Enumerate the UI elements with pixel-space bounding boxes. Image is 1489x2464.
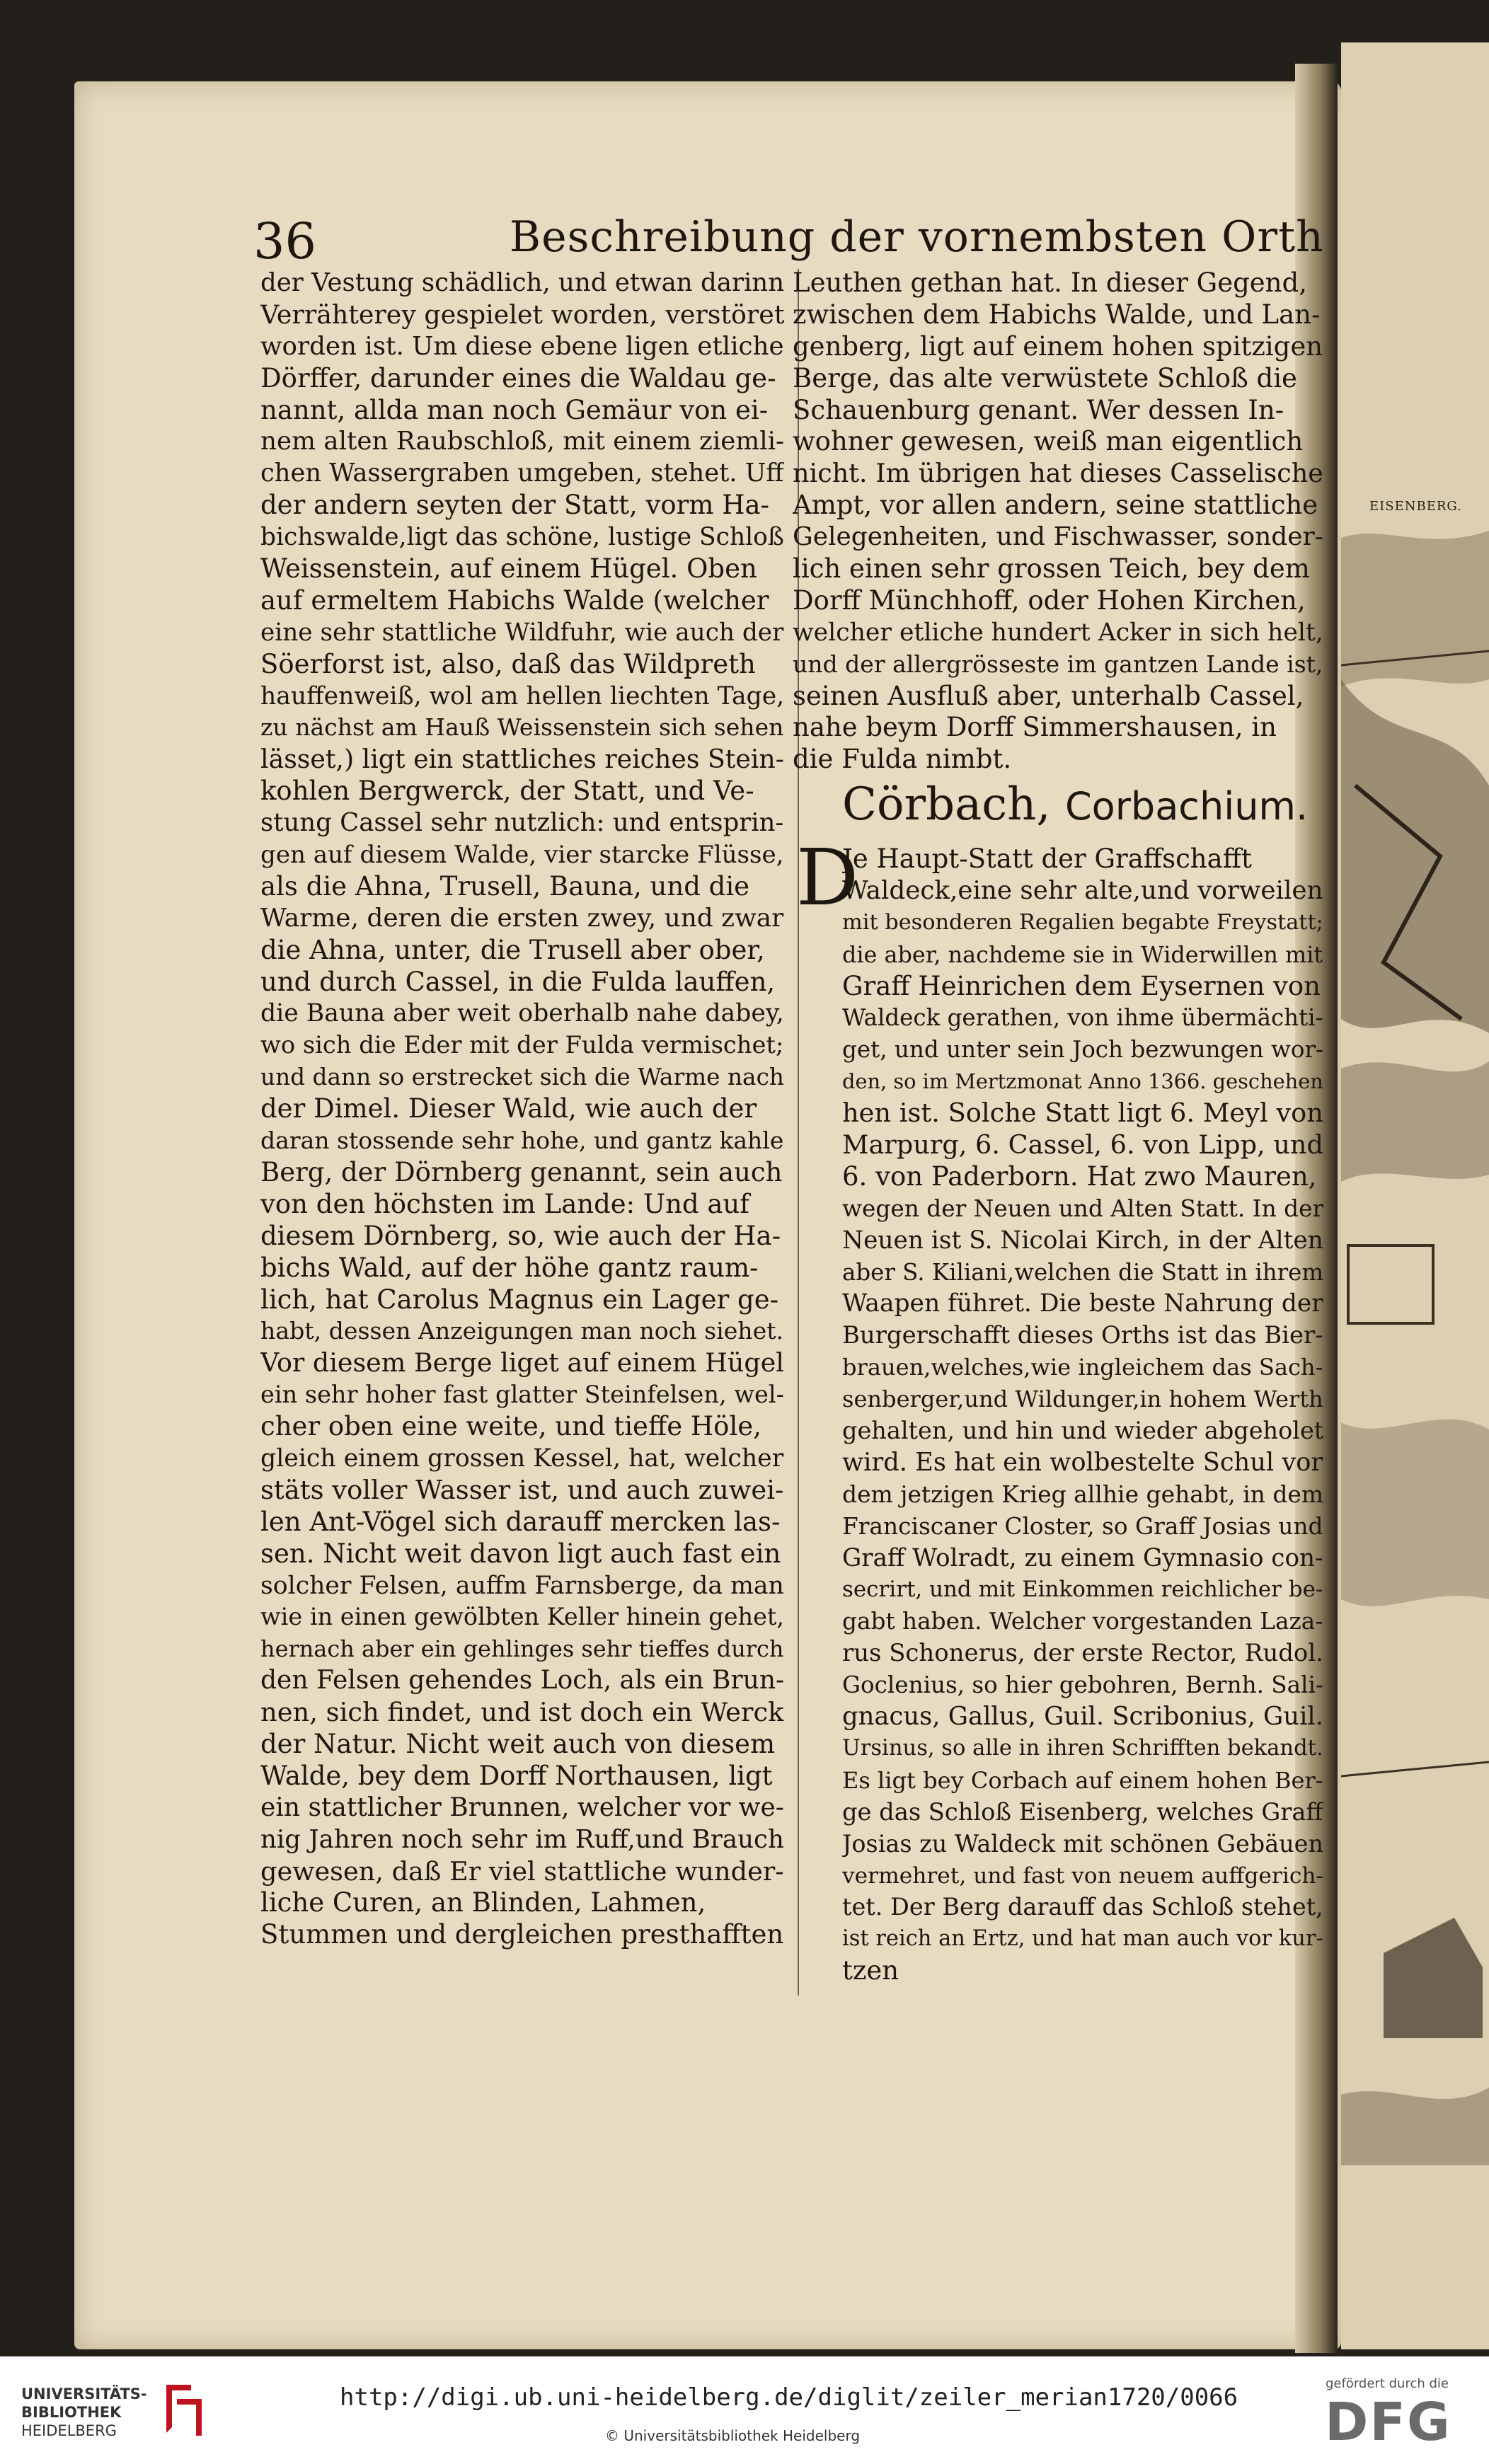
text-line: der andern seyten der Statt, vorm Ha- [260,490,770,521]
text-line: hauffenweiß, wol am hellen liechten Tage, [260,681,784,710]
text-line: Stummen und dergleichen presthafften [260,1919,784,1950]
text-line: der Vestung schädlich, und etwan darinn [260,268,784,297]
text-line: die Bauna aber weit oberhalb nahe dabey, [260,999,784,1028]
text-line: gen auf diesem Walde, vier starcke Flüsse, [260,841,784,870]
text-line: Leuthen gethan hat. In dieser Gegend, [793,267,1307,298]
text-line: Waldeck,eine sehr alte,und vorweilen [842,875,1323,905]
text-line: Schauenburg genant. Wer dessen In- [793,394,1284,425]
text-line: die Ahna, unter, die Trusell aber ober, [260,934,765,965]
text-line: nannt, allda man noch Gemäur von ei- [260,394,769,425]
page-number: 36 [253,212,317,270]
text-line: Verrähterey gespielet worden, verstöret [260,299,784,330]
text-line: Dörffer, darunder eines die Waldau ge- [260,362,776,393]
text-line: Berg, der Dörnberg genannt, sein auch [260,1156,783,1187]
text-line: eine sehr stattliche Wildfuhr, wie auch der [260,618,784,647]
text-line: tzen [842,1955,899,1986]
text-line: Josias zu Waldeck mit schönen Gebäuen [842,1829,1323,1858]
text-line: und der allergrösseste im gantzen Lande ist, [793,650,1323,678]
copyright-notice: © Universitätsbibliothek Heidelberg [605,2427,861,2444]
text-line: der Dimel. Dieser Wald, wie auch der [260,1093,757,1124]
facing-page [1341,42,1489,2349]
text-line: Waapen führet. Die beste Nahrung der [842,1289,1323,1318]
text-line: hernach aber ein gehlinges sehr tieffes durch [260,1635,784,1663]
text-line: aber S. Kiliani,welchen die Statt in ihrem [842,1258,1323,1286]
text-line: Söerforst ist, also, daß das Wildpreth [260,648,756,679]
text-line: secrirt, und mit Einkommen reichlicher be- [842,1577,1323,1603]
text-line: genberg, ligt auf einem hohen spitzigen [793,330,1323,362]
text-line: get, und unter sein Joch bezwungen wor- [842,1036,1323,1064]
text-line: wegen der Neuen und Alten Statt. In der [842,1194,1323,1222]
text-line: ge das Schloß Eisenberg, welches Graff [842,1797,1323,1826]
text-line: die aber, nachdeme sie in Widerwillen mit [842,940,1323,968]
library-name-line: HEIDELBERG [21,2422,117,2439]
text-line: Burgerschafft dieses Orths ist das Bier- [842,1321,1323,1349]
text-line: kohlen Bergwerck, der Statt, und Ve- [260,776,754,807]
text-line: worden ist. Um diese ebene ligen etliche [260,331,784,361]
text-line: Dorff Münchhoff, oder Hohen Kirchen, [793,585,1306,616]
text-line: ist reich an Ertz, und hat man auch vor kur- [842,1926,1323,1952]
right-column-top-text [793,267,1323,776]
text-line: vermehret, und fast von neuem auffgerich- [842,1863,1323,1889]
text-line: Marpurg, 6. Cassel, 6. von Lipp, und [842,1129,1323,1161]
left-text-column [260,267,784,1951]
text-line: Vor diesem Berge liget auf einem Hügel [260,1347,784,1378]
text-line: dem jetzigen Krieg allhie gehabt, in dem [842,1480,1323,1508]
text-line: chen Wassergraben umgeben, stehet. Uff [260,459,784,488]
text-line: wo sich die Eder mit der Fulda vermischet; [260,1031,784,1059]
text-line: wohner gewesen, weiß man eigentlich [793,426,1304,457]
text-line: lässet,) ligt ein stattliches reiches Stein- [260,744,784,775]
engraving-illustration [1341,42,1489,2349]
library-logo-icon [152,2378,207,2440]
text-line: Gelegenheiten, und Fischwasser, sonder- [793,522,1323,552]
section-heading-german: Cörbach, [842,778,1051,831]
text-line: mit besonderen Regalien begabte Freystatt; [842,909,1323,935]
text-line: der Natur. Nicht weit auch von diesem [260,1728,776,1759]
right-column-section-text [842,844,1323,1987]
text-line: Je Haupt-Statt der Graffschafft [842,844,1252,874]
text-line: Graff Wolradt, zu einem Gymnasio con- [842,1543,1323,1572]
engraving-label: EISENBERG. [1369,499,1462,514]
text-line: Warme, deren die ersten zwey, und zwar [260,903,784,933]
text-line: Es ligt bey Corbach auf einem hohen Ber- [842,1766,1323,1794]
text-line: Graff Heinrichen dem Eysernen von [842,970,1321,1001]
library-name-line: UNIVERSITÄTS- [21,2385,147,2402]
text-line: gnacus, Gallus, Guil. Scribonius, Guil. [842,1702,1323,1732]
funder-label: gefördert durch die [1326,2376,1449,2391]
text-line: gewesen, daß Er viel stattliche wunder- [260,1855,784,1887]
text-line: Neuen ist S. Nicolai Kirch, in der Alten [842,1226,1323,1255]
text-line: wie in einen gewölbten Keller hinein gehet, [260,1603,784,1631]
text-line: Goclenius, so hier gebohren, Bernh. Sali- [842,1671,1323,1699]
text-line: nig Jahren noch sehr im Ruff,und Brauch [260,1824,784,1854]
text-line: den Felsen gehendes Loch, als ein Brun- [260,1666,784,1696]
text-line: habt, dessen Anzeigungen man noch siehet. [260,1317,784,1345]
text-line: Franciscaner Closter, so Graff Josias und [842,1512,1323,1540]
text-line: ein stattlicher Brunnen, welcher vor we- [260,1792,784,1822]
text-line: Weissenstein, auf einem Hügel. Oben [260,553,757,585]
text-line: hen ist. Solche Statt ligt 6. Meyl von [842,1098,1323,1129]
text-line: Ampt, vor allen andern, seine stattliche [793,490,1318,521]
text-line: zwischen dem Habichs Walde, und Lan- [793,299,1321,330]
drop-cap: D [796,832,859,923]
text-line: und dann so erstrecket sich die Warme nach [260,1064,784,1091]
text-line: Walde, bey dem Dorff Northausen, ligt [260,1760,773,1791]
text-line: Ursinus, so alle in ihren Schrifften bekandt. [842,1735,1323,1761]
section-heading-latin: Corbachium. [1064,784,1309,829]
viewer-footer [0,2356,1489,2464]
library-name-line: BIBLIOTHEK [21,2404,122,2421]
text-line: gleich einem grossen Kessel, hat, welcher [260,1444,784,1473]
text-line: lich einen sehr grossen Teich, bey dem [793,553,1310,585]
text-line: Berge, das alte verwüstete Schloß die [793,362,1297,393]
text-line: nahe beym Dorff Simmershausen, in [793,712,1277,743]
text-line: diesem Dörnberg, so, wie auch der Ha- [260,1220,781,1251]
text-line: auf ermeltem Habichs Walde (welcher [260,585,769,616]
text-line: stäts voller Wasser ist, und auch zuwei- [260,1474,784,1505]
text-line: von den höchsten im Lande: Und auf [260,1188,749,1219]
text-line: tet. Der Berg darauff das Schloß stehet, [842,1893,1323,1921]
text-line: sen. Nicht weit davon ligt auch fast ein [260,1538,781,1569]
library-name [21,2385,147,2440]
text-line: welcher etliche hundert Acker in sich helt, [793,618,1323,647]
permalink-url[interactable]: http://digi.ub.uni-heidelberg.de/diglit/zeiler_merian1720/0066 [340,2383,1238,2412]
text-line: bichswalde,ligt das schöne, lustige Schloß [260,523,784,552]
text-line: nem alten Raubschloß, mit einem ziemli- [260,427,784,456]
text-line: die Fulda nimbt. [793,744,1012,775]
text-line: solcher Felsen, auffm Farnsberge, da man [260,1571,784,1600]
text-line: und durch Cassel, in die Fulda lauffen, [260,966,776,997]
text-line: len Ant-Vögel sich darauff mercken las- [260,1506,781,1537]
text-line: 6. von Paderborn. Hat zwo Mauren, [842,1161,1317,1192]
text-line: lich, hat Carolus Magnus ein Lager ge- [260,1284,779,1315]
text-line: gehalten, und hin und wieder abgeholet [842,1417,1323,1445]
text-line: gabt haben. Welcher vorgestanden Laza- [842,1608,1323,1635]
text-line: cher oben eine weite, und tieffe Höle, [260,1411,761,1442]
text-line: liche Curen, an Blinden, Lahmen, [260,1887,706,1918]
text-line: Waldeck gerathen, von ihme übermächti- [842,1004,1323,1032]
text-line: den, so im Mertzmonat Anno 1366. geschehen [842,1069,1323,1094]
section-heading [842,778,1308,831]
text-line: stung Cassel sehr nutzlich: und entsprin- [260,808,784,838]
text-line: bichs Wald, auf der höhe gantz raum- [260,1252,759,1283]
text-line: ein sehr hoher fast glatter Steinfelsen, wel- [260,1381,784,1409]
text-line: zu nächst am Hauß Weissenstein sich sehen [260,713,784,742]
running-head: Beschreibung der vornembsten Orth [510,212,1324,262]
text-line: seinen Ausfluß aber, unterhalb Cassel, [793,680,1304,711]
text-line: rus Schonerus, der erste Rector, Rudol. [842,1639,1323,1667]
text-line: senberger,und Wildunger,in hohem Werth [842,1386,1323,1413]
text-line: nicht. Im übrigen hat dieses Casselische [793,458,1323,489]
text-line: brauen,welches,wie ingleichem das Sach- [842,1354,1323,1381]
dfg-logo: DFG [1325,2392,1451,2453]
text-line: als die Ahna, Trusell, Bauna, und die [260,870,750,902]
text-line: daran stossende sehr hohe, und gantz kahle [260,1127,784,1155]
text-line: nen, sich findet, und ist doch ein Werck [260,1697,784,1728]
text-line: wird. Es hat ein wolbestelte Schul vor [842,1447,1323,1477]
right-text-column [793,267,1323,776]
